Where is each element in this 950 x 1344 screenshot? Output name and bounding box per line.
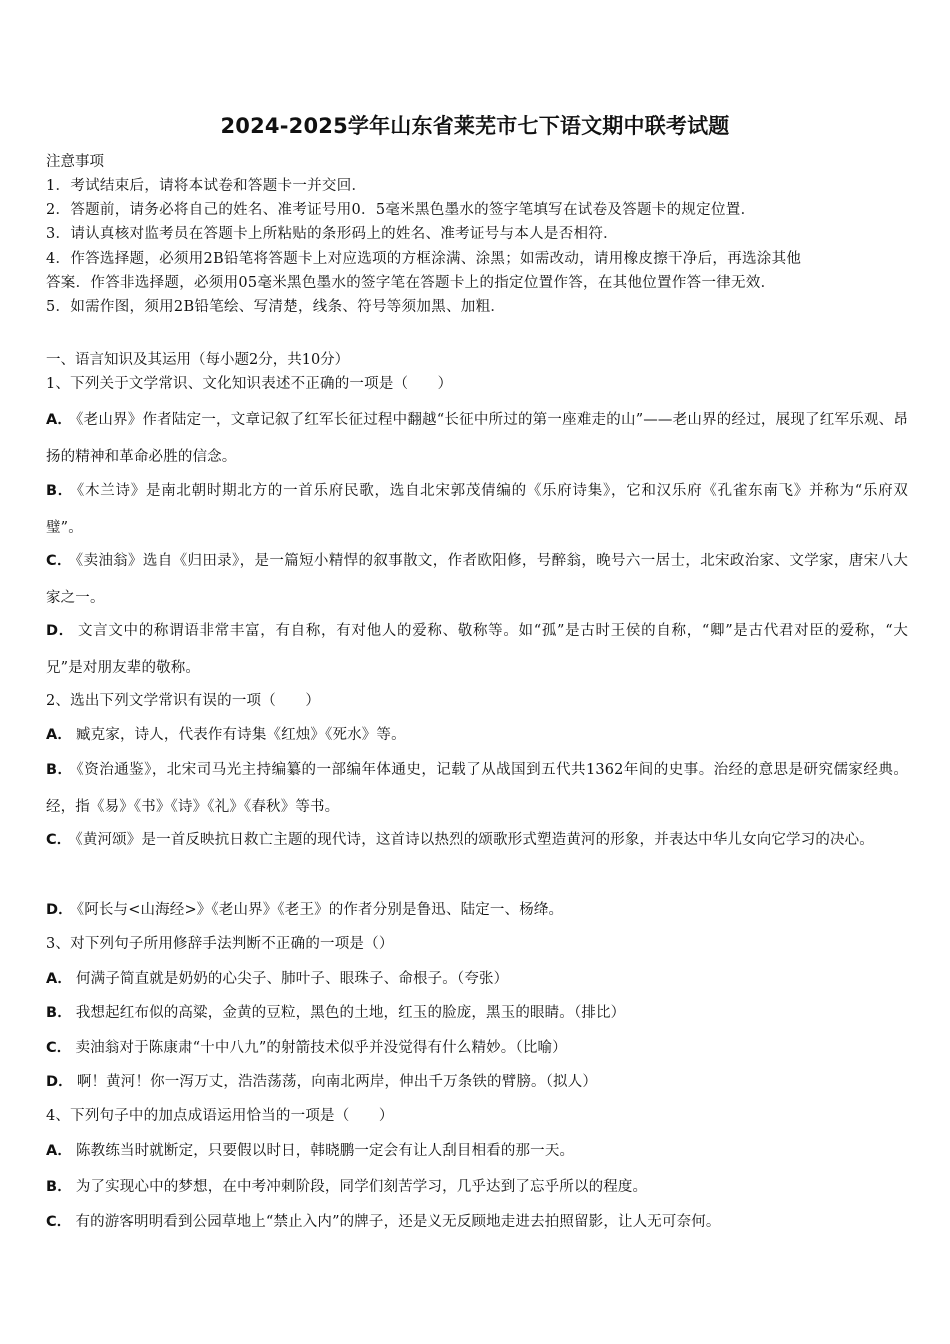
notice-item: 1．考试结束后，请将本试卷和答题卡一并交回． (46, 178, 367, 194)
option-label: D． (46, 902, 73, 918)
option-text: 臧克家，诗人，代表作有诗集《红烛》《死水》等。 (76, 727, 406, 743)
notice-item: 2．答题前，请务必将自己的姓名、准考证号用0．5毫米黑色墨水的签字笔填写在试卷及答题卡的规定位置． (46, 202, 756, 219)
option-text: 陈教练当时就断定，只要假以时日，韩晓鹏一定会有让人刮目相看的那一天。 (76, 1143, 575, 1159)
option-label: A． (46, 727, 73, 743)
question-stem-2: 2、选出下列文学常识有误的一项（ ） (46, 693, 321, 709)
option-text: 《黄河颂》是一首反映抗日救亡主题的现代诗，这首诗以热烈的颂歌形式塑造黄河的形象，并表达中华儿女向它学习的决心。 (75, 832, 874, 848)
question-3-option-a (46, 968, 908, 990)
question-2-option-a (46, 724, 908, 746)
notice-item: 3．请认真核对监考员在答题卡上所粘贴的条形码上的姓名、准考证号与本人是否相符． (46, 226, 618, 243)
option-label: C． (46, 1040, 72, 1056)
option-text: 啊！黄河！你一泻万丈，浩浩荡荡，向南北两岸，伸出千万条铁的臂膀。（拟人） (76, 1074, 597, 1090)
option-text: 《资治通鉴》，北宋司马光主持编纂的一部编年体通史，记载了从战国到五代共1362年间的史事。治经的意思是研究儒家经典。经，指《易》《书》《诗》《礼》《春秋》等书。 (46, 762, 908, 815)
option-label: D． (46, 1074, 73, 1090)
section-title: 一、语言知识及其运用（每小题2分，共10分） (46, 352, 350, 368)
notice-item: 5．如需作图，须用2B铅笔绘、写清楚，线条、符号等须加黑、加粗． (46, 299, 506, 316)
option-label: D． (46, 623, 74, 639)
question-4-option-b (46, 1176, 908, 1198)
option-text: 《卖油翁》选自《归田录》，是一篇短小精悍的叙事散文，作者欧阳修，号醉翁，晚号六一居士，北宋政治家、文学家，唐宋八大家之一。 (46, 553, 908, 606)
exam-title: 2024-2025学年山东省莱芜市七下语文期中联考试题 (220, 114, 730, 138)
option-text: 《木兰诗》是南北朝时期北方的一首乐府民歌，选自北宋郭茂倩编的《乐府诗集》，它和汉乐府《孔雀东南飞》并称为“乐府双璧”。 (46, 483, 908, 536)
option-label: C． (46, 832, 72, 848)
question-3-option-b (46, 1002, 908, 1024)
option-label: A． (46, 971, 73, 987)
question-2-option-b (46, 752, 908, 826)
option-label: C． (46, 553, 72, 569)
question-4-option-c (46, 1211, 908, 1233)
question-1-option-c (46, 543, 908, 617)
question-stem-4: 4、下列句子中的加点成语运用恰当的一项是（ ） (46, 1108, 394, 1124)
question-1-option-d (46, 613, 908, 687)
question-2-option-d (46, 899, 908, 921)
question-4-option-a (46, 1140, 908, 1162)
notice-item: 4．作答选择题，必须用2B铅笔将答题卡上对应选项的方框涂满、涂黑；如需改动，请用橡皮擦干净后，再选涂其他 (46, 250, 802, 267)
option-text: 《阿长与<山海经>》《老山界》《老王》的作者分别是鲁迅、陆定一、杨绛。 (76, 902, 564, 918)
question-1-option-a (46, 402, 908, 476)
option-label: B． (46, 762, 73, 778)
option-label: B． (46, 1179, 72, 1195)
question-stem-3: 3、对下列句子所用修辞手法判断不正确的一项是（） (46, 936, 394, 952)
option-text: 有的游客明明看到公园草地上“禁止入内”的牌子，还是义无反顾地走进去拍照留影，让人无可奈何。 (75, 1214, 721, 1230)
option-label: A． (46, 412, 73, 428)
option-text: 为了实现心中的梦想，在中考冲刺阶段，同学们刻苦学习，几乎达到了忘乎所以的程度。 (75, 1179, 648, 1195)
question-2-option-c (46, 822, 908, 859)
question-3-option-c (46, 1037, 908, 1059)
option-text: 我想起红布似的高粱，金黄的豆粒，黑色的土地，红玉的脸庞，黑玉的眼睛。（排比） (75, 1005, 626, 1021)
question-1-option-b (46, 473, 908, 547)
question-3-option-d (46, 1071, 908, 1093)
notice-heading: 注意事项 (46, 154, 104, 170)
question-stem-1: 1、下列关于文学常识、文化知识表述不正确的一项是（ ） (46, 376, 453, 392)
option-text: 卖油翁对于陈康肃“十中八九”的射箭技术似乎并没觉得有什么精妙。（比喻） (75, 1040, 567, 1056)
option-label: B． (46, 1005, 72, 1021)
notice-list (46, 174, 908, 319)
notice-item: 答案．作答非选择题，必须用05毫米黑色墨水的签字笔在答题卡上的指定位置作答，在其他位置作答一律无效． (46, 274, 776, 291)
option-label: A． (46, 1143, 73, 1159)
option-text: 何满子简直就是奶奶的心尖子、肺叶子、眼珠子、命根子。（夸张） (76, 971, 509, 987)
option-text: 文言文中的称谓语非常丰富，有自称，有对他人的爱称、敬称等。如“孤”是古时王侯的自称，“卿”是古代君对臣的爱称，“大兄”是对朋友辈的敬称。 (46, 623, 909, 676)
option-text: 《老山界》作者陆定一，文章记叙了红军长征过程中翻越“长征中所过的第一座难走的山”——老山界的经过，展现了红军乐观、昂扬的精神和革命必胜的信念。 (46, 412, 908, 465)
option-label: C． (46, 1214, 72, 1230)
option-label: B． (46, 483, 74, 499)
